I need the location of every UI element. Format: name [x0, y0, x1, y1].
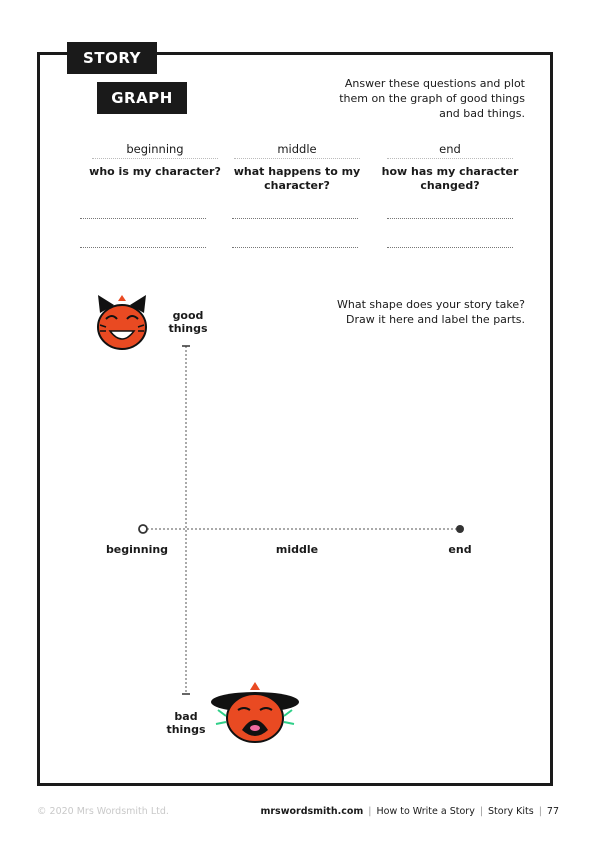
footer-site[interactable]: mrswordsmith.com: [260, 806, 364, 817]
stage-label: end: [387, 142, 513, 159]
y-top-label: good things: [168, 309, 208, 335]
question-text: what happens to my character?: [233, 165, 361, 192]
copyright: © 2020 Mrs Wordsmith Ltd.: [37, 806, 169, 817]
x-axis-start-marker: [139, 525, 147, 533]
crying-tiger-icon: [210, 680, 300, 746]
question-text: how has my character changed?: [381, 165, 519, 192]
footer-kit: Story Kits: [488, 806, 534, 817]
intro-text: Answer these questions and plot them on the graph of good things and bad things.: [339, 77, 525, 120]
title-badge-graph: GRAPH: [97, 82, 187, 114]
x-label-end: end: [448, 543, 472, 556]
page-number: 77: [546, 806, 559, 817]
y-bottom-label: bad things: [166, 710, 206, 736]
footer-section: How to Write a Story: [376, 806, 475, 817]
question-text: who is my character?: [89, 165, 221, 178]
stage-label: middle: [234, 142, 360, 159]
x-axis-end-marker: [456, 525, 464, 533]
graph-prompt: What shape does your story take? Draw it here and label the parts.: [337, 298, 525, 326]
x-label-middle: middle: [275, 543, 319, 556]
x-label-beginning: beginning: [105, 543, 169, 556]
stage-label: beginning: [92, 142, 218, 159]
footer-nav: mrswordsmith.com | How to Write a Story | Story Kits | 77: [260, 806, 559, 817]
title-badge-story: STORY: [67, 42, 157, 74]
